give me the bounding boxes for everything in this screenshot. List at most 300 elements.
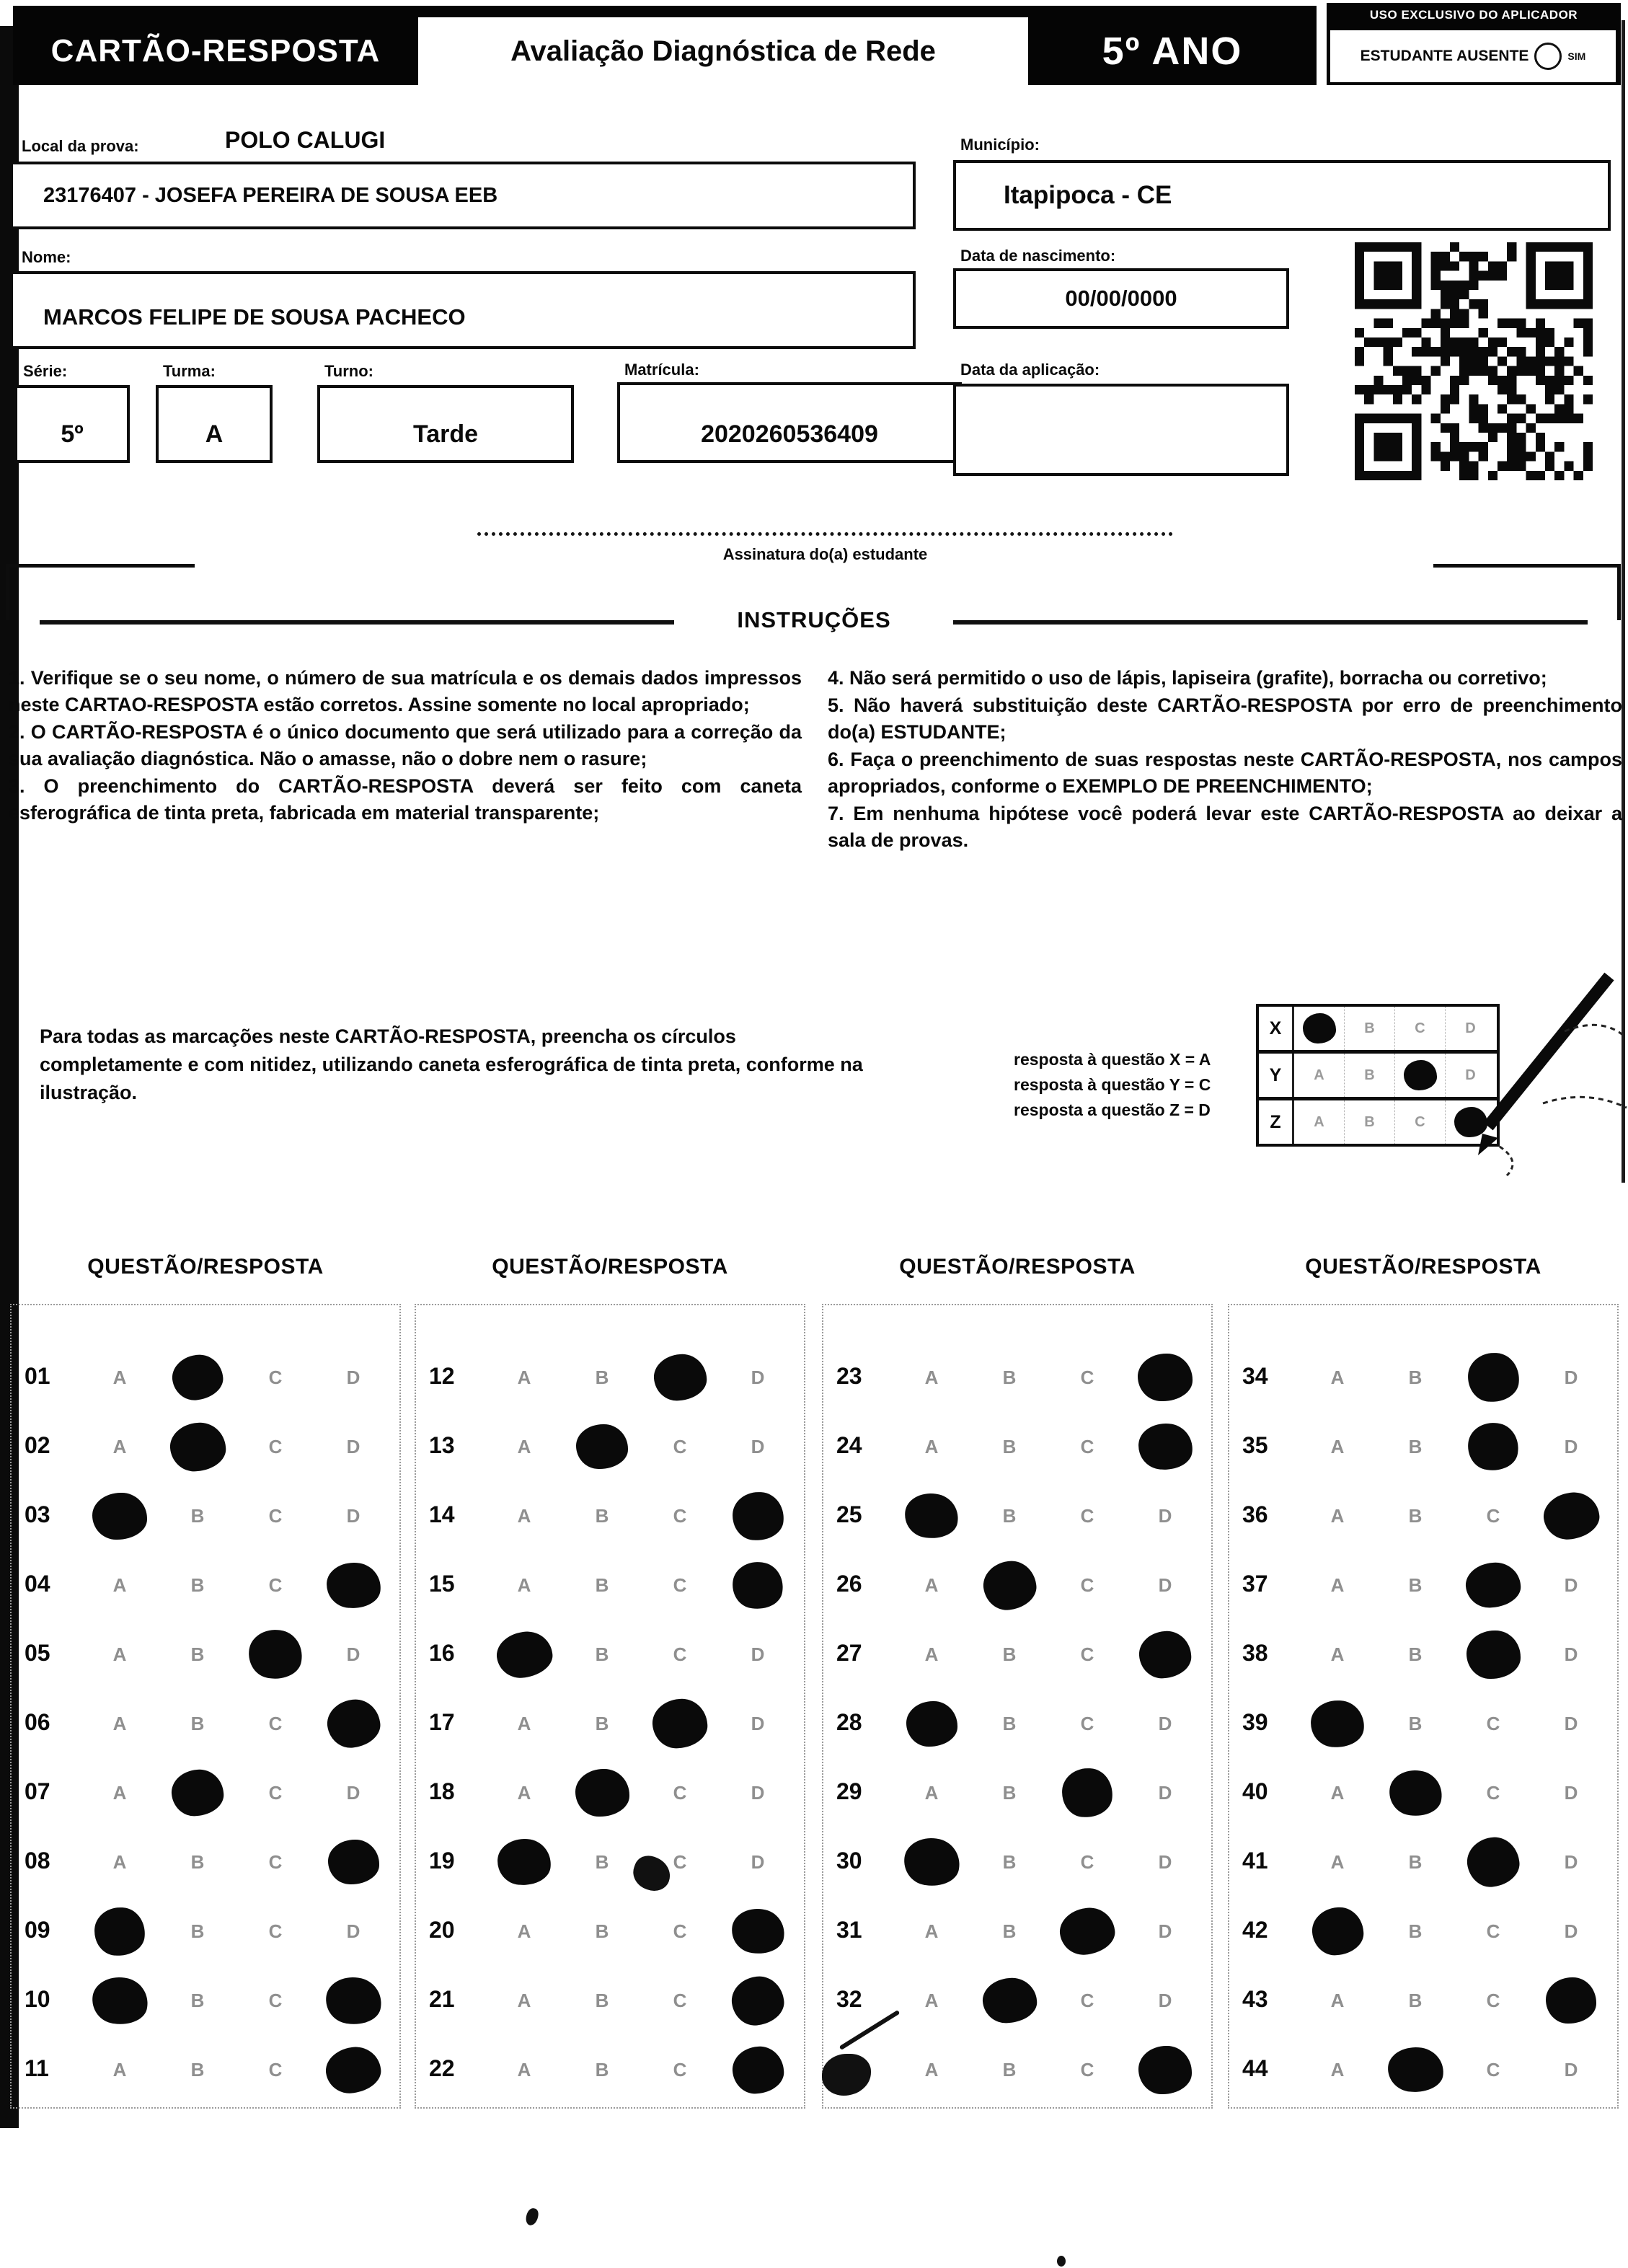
answers-column-3 [822,1304,1213,2109]
filled-mark [324,1561,381,1610]
option-letter: D [751,1435,765,1457]
option-bubble-26-D[interactable] [1136,1559,1194,1611]
option-bubble-31-A[interactable] [903,1905,960,1957]
option-bubble-23-A[interactable] [903,1351,960,1403]
question-row-30 [823,1827,1211,1897]
option-letter: D [1564,1920,1578,1942]
signature-label: Assinatura do(a) estudante [722,545,928,563]
option-bubble-14-D[interactable] [729,1490,787,1542]
option-bubble-18-C[interactable] [651,1767,709,1819]
option-bubble-32-D[interactable] [1136,1974,1194,2026]
option-bubble-44-D[interactable] [1542,2044,1600,2096]
option-bubble-30-D[interactable] [1136,1836,1194,1888]
option-bubble-02-B[interactable] [169,1421,226,1473]
option-bubble-19-A[interactable] [495,1836,553,1888]
option-bubble-35-B[interactable] [1386,1421,1444,1473]
option-bubble-23-D[interactable] [1136,1351,1194,1403]
question-number: 39 [1242,1709,1268,1735]
option-bubble-27-B[interactable] [981,1628,1038,1680]
example-bubble-B [1345,1007,1395,1050]
option-bubble-28-C[interactable] [1058,1698,1116,1749]
option-bubble-08-D[interactable] [324,1836,382,1888]
example-bubble-A [1294,1100,1345,1144]
option-bubble-27-D[interactable] [1136,1628,1194,1680]
option-letter: B [190,1850,205,1873]
option-letter: A [112,1850,127,1873]
option-bubble-31-B[interactable] [981,1905,1038,1957]
option-bubble-42-C[interactable] [1464,1905,1522,1957]
turma-label: Turma: [163,362,216,380]
applicator-label: USO EXCLUSIVO DO APLICADOR [1369,8,1578,22]
option-bubble-43-B[interactable] [1386,1974,1444,2026]
option-letter: B [1408,1643,1423,1665]
option-bubble-34-A[interactable] [1309,1351,1366,1403]
option-letter: A [112,1712,127,1734]
option-bubble-32-A[interactable] [903,1974,960,2026]
option-bubble-39-B[interactable] [1386,1698,1444,1749]
question-number: 27 [836,1640,862,1666]
option-bubble-13-B[interactable] [573,1421,631,1473]
option-bubble-12-C[interactable] [651,1351,709,1403]
option-bubble-07-D[interactable] [324,1767,382,1819]
option-bubble-03-D[interactable] [324,1490,382,1542]
aplicacao-label: Data da aplicação: [960,361,1100,379]
option-bubble-11-A[interactable] [91,2044,149,2096]
option-bubble-20-D[interactable] [729,1905,787,1957]
option-bubble-41-B[interactable] [1386,1836,1444,1888]
option-bubble-09-B[interactable] [169,1905,226,1957]
option-letter: A [1330,1504,1345,1527]
option-bubble-40-D[interactable] [1542,1767,1600,1819]
question-row-04 [12,1550,399,1620]
option-bubble-04-A[interactable] [91,1559,149,1611]
option-bubble-27-A[interactable] [903,1628,960,1680]
option-bubble-38-B[interactable] [1386,1628,1444,1680]
option-bubble-01-B[interactable] [169,1351,226,1403]
option-letter: D [346,1643,360,1665]
option-bubble-03-B[interactable] [169,1490,226,1542]
question-row-40 [1229,1758,1617,1827]
question-number: 04 [25,1571,50,1597]
option-bubble-33-D[interactable] [1136,2044,1194,2096]
option-bubble-20-C[interactable] [651,1905,709,1957]
signature-line[interactable] [477,532,1173,536]
municipio-label: Município: [960,136,1040,154]
option-bubble-35-D[interactable] [1542,1421,1600,1473]
option-bubble-12-B[interactable] [573,1351,631,1403]
option-bubble-44-A[interactable] [1309,2044,1366,2096]
option-letter: D [1564,1435,1578,1457]
option-bubble-39-D[interactable] [1542,1698,1600,1749]
option-bubble-23-C[interactable] [1058,1351,1116,1403]
option-bubble-03-C[interactable] [247,1490,304,1542]
option-letter: B [1002,1366,1017,1388]
option-bubble-29-D[interactable] [1136,1767,1194,1819]
question-row-05 [12,1620,399,1689]
option-bubble-44-B[interactable] [1386,2044,1444,2096]
option-letter: A [112,1781,127,1804]
option-letter: D [751,1850,765,1873]
option-bubble-39-A[interactable] [1309,1698,1366,1749]
option-bubble-18-D[interactable] [729,1767,787,1819]
option-letter: C [673,1435,687,1457]
option-bubble-29-C[interactable] [1058,1767,1116,1819]
filled-mark [169,1351,226,1403]
option-bubble-05-C[interactable] [247,1628,304,1680]
option-bubble-16-D[interactable] [729,1628,787,1680]
option-bubble-13-C[interactable] [651,1421,709,1473]
filled-mark [1466,1351,1521,1404]
matricula-field [617,382,962,463]
option-bubble-11-B[interactable] [169,2044,226,2096]
column-header: QUESTÃO/RESPOSTA [492,1255,728,1279]
option-letter: D [1158,1920,1172,1942]
option-bubble-38-C[interactable] [1464,1628,1522,1680]
option-bubble-25-C[interactable] [1058,1490,1116,1542]
option-bubble-21-B[interactable] [573,1974,631,2026]
option-letter: C [1080,1712,1094,1734]
instruction-item: 7. Em nenhuma hipótese você poderá levar este CARTÃO-RESPOSTA ao deixar a sala de provas. [828,803,1622,851]
option-bubble-05-D[interactable] [324,1628,382,1680]
option-bubble-43-C[interactable] [1464,1974,1522,2026]
answers-column-2 [415,1304,805,2109]
option-bubble-24-A[interactable] [903,1421,960,1473]
question-number: 36 [1242,1501,1268,1527]
option-letter: C [268,1712,283,1734]
option-letter: A [112,1574,127,1596]
option-bubble-42-D[interactable] [1542,1905,1600,1957]
option-bubble-27-C[interactable] [1058,1628,1116,1680]
option-bubble-28-D[interactable] [1136,1698,1194,1749]
option-bubble-04-D[interactable] [324,1559,382,1611]
option-bubble-07-C[interactable] [247,1767,304,1819]
question-number: 35 [1242,1432,1268,1458]
example-bubble-A [1294,1054,1345,1097]
option-bubble-25-A[interactable] [903,1490,960,1542]
question-row-13 [416,1412,804,1481]
option-bubble-02-A[interactable] [91,1421,149,1473]
option-bubble-15-A[interactable] [495,1559,553,1611]
option-letter: D [1564,2058,1578,2081]
option-bubble-36-D[interactable] [1542,1490,1600,1542]
option-bubble-35-A[interactable] [1309,1421,1366,1473]
option-bubble-17-B[interactable] [573,1698,631,1749]
option-bubble-38-A[interactable] [1309,1628,1366,1680]
question-row-20 [416,1897,804,1966]
option-letter: D [346,1366,360,1388]
option-bubble-11-D[interactable] [324,2044,382,2096]
option-bubble-37-B[interactable] [1386,1559,1444,1611]
option-bubble-34-B[interactable] [1386,1351,1444,1403]
question-number: 24 [836,1432,862,1458]
option-bubble-24-C[interactable] [1058,1421,1116,1473]
option-bubble-28-B[interactable] [981,1698,1038,1749]
option-letter: D [751,1366,765,1388]
option-bubble-06-A[interactable] [91,1698,149,1749]
option-bubble-18-B[interactable] [573,1767,631,1819]
option-bubble-34-C[interactable] [1464,1351,1522,1403]
filled-mark [575,1769,629,1817]
option-bubble-14-A[interactable] [495,1490,553,1542]
option-bubble-02-C[interactable] [247,1421,304,1473]
option-letter: B [595,1366,609,1388]
filled-mark [1464,1834,1523,1889]
filled-mark [496,1837,552,1887]
option-bubble-37-C[interactable] [1464,1559,1522,1611]
option-bubble-31-C[interactable] [1058,1905,1116,1957]
option-letter: D [1158,1989,1172,2011]
option-bubble-06-D[interactable] [324,1698,382,1749]
option-bubble-42-A[interactable] [1309,1905,1366,1957]
filled-mark [324,1696,382,1751]
filled-mark [1386,1767,1444,1819]
column-header: QUESTÃO/RESPOSTA [1305,1255,1541,1279]
option-bubble-33-B[interactable] [981,2044,1038,2096]
example-option-letter: B [1364,1067,1375,1083]
option-bubble-15-C[interactable] [651,1559,709,1611]
option-bubble-42-B[interactable] [1386,1905,1444,1957]
option-letter: A [1330,1781,1345,1804]
fill-note: Para todas as marcações neste CARTÃO-RESPOSTA, preencha os círculos completamente e com nitidez, utilizando caneta esferográfica de tinta preta, conforme na ilustração. [40,1025,863,1103]
option-bubble-32-B[interactable] [981,1974,1038,2026]
option-bubble-05-B[interactable] [169,1628,226,1680]
option-letter: A [924,1989,939,2011]
option-bubble-09-A[interactable] [91,1905,149,1957]
option-bubble-22-A[interactable] [495,2044,553,2096]
option-bubble-17-D[interactable] [729,1698,787,1749]
option-bubble-03-A[interactable] [91,1490,149,1542]
option-bubble-41-A[interactable] [1309,1836,1366,1888]
option-letter: A [1330,2058,1345,2081]
example-filled-mark [1303,1013,1336,1043]
option-bubble-36-A[interactable] [1309,1490,1366,1542]
divider [953,620,1588,625]
option-letter: A [1330,1643,1345,1665]
option-bubble-06-C[interactable] [247,1698,304,1749]
option-letter: A [1330,1850,1345,1873]
option-letter: B [1408,1989,1423,2011]
turno-value: Tarde [412,420,479,448]
option-bubble-20-B[interactable] [573,1905,631,1957]
question-row-42 [1229,1897,1617,1966]
question-number: 40 [1242,1778,1268,1804]
option-bubble-39-C[interactable] [1464,1698,1522,1749]
filled-mark [322,1973,384,2027]
option-bubble-43-D[interactable] [1542,1974,1600,2026]
instruction-item: 3. O preenchimento do CARTÃO-RESPOSTA deverá ser feito com caneta esferográfica de tinta preta, fabricada em material transparente; [9,775,802,824]
option-bubble-14-C[interactable] [651,1490,709,1542]
option-bubble-26-C[interactable] [1058,1559,1116,1611]
option-bubble-30-B[interactable] [981,1836,1038,1888]
option-bubble-34-D[interactable] [1542,1351,1600,1403]
example-legend [1014,1047,1211,1123]
filled-mark [170,1768,225,1818]
option-letter: C [1080,2058,1094,2081]
option-bubble-19-B[interactable] [573,1836,631,1888]
option-bubble-12-A[interactable] [495,1351,553,1403]
option-bubble-16-A[interactable] [495,1628,553,1680]
question-number: 13 [429,1432,455,1458]
question-row-31 [823,1897,1211,1966]
option-bubble-30-A[interactable] [903,1836,960,1888]
absent-mark-circle[interactable] [1534,43,1562,70]
local-label: Local da prova: [22,137,139,155]
option-bubble-02-D[interactable] [324,1421,382,1473]
applicator-panel [1327,3,1621,85]
option-bubble-13-A[interactable] [495,1421,553,1473]
option-bubble-04-B[interactable] [169,1559,226,1611]
option-bubble-09-C[interactable] [247,1905,304,1957]
question-number: 32 [836,1986,862,2012]
answers-column-1 [10,1304,401,2109]
option-bubble-12-D[interactable] [729,1351,787,1403]
option-bubble-16-B[interactable] [573,1628,631,1680]
option-bubble-21-A[interactable] [495,1974,553,2026]
option-letter: A [517,1920,531,1942]
example-bubble-B [1345,1100,1395,1144]
option-letter: B [1408,1850,1423,1873]
option-bubble-24-D[interactable] [1136,1421,1194,1473]
option-bubble-33-C[interactable] [1058,2044,1116,2096]
option-letter: A [924,1781,939,1804]
option-bubble-38-D[interactable] [1542,1628,1600,1680]
option-letter: D [1564,1712,1578,1734]
example-option-letter: D [1465,1020,1476,1036]
option-bubble-15-B[interactable] [573,1559,631,1611]
option-bubble-35-C[interactable] [1464,1421,1522,1473]
legend-line: resposta à questão X = A [1014,1050,1211,1069]
turno-label: Turno: [324,362,374,380]
option-letter: A [112,1643,127,1665]
aplicacao-field[interactable] [953,384,1289,476]
option-bubble-22-B[interactable] [573,2044,631,2096]
option-bubble-23-B[interactable] [981,1351,1038,1403]
option-bubble-21-D[interactable] [729,1974,787,2026]
option-bubble-01-C[interactable] [247,1351,304,1403]
option-letter: C [268,1504,283,1527]
option-bubble-25-D[interactable] [1136,1490,1194,1542]
option-bubble-40-A[interactable] [1309,1767,1366,1819]
option-bubble-19-D[interactable] [729,1836,787,1888]
option-bubble-37-A[interactable] [1309,1559,1366,1611]
option-bubble-22-C[interactable] [651,2044,709,2096]
option-bubble-29-A[interactable] [903,1767,960,1819]
option-bubble-07-B[interactable] [169,1767,226,1819]
option-bubble-26-B[interactable] [981,1559,1038,1611]
option-bubble-14-B[interactable] [573,1490,631,1542]
option-bubble-20-A[interactable] [495,1905,553,1957]
option-bubble-36-B[interactable] [1386,1490,1444,1542]
option-bubble-08-C[interactable] [247,1836,304,1888]
option-bubble-37-D[interactable] [1542,1559,1600,1611]
option-bubble-41-D[interactable] [1542,1836,1600,1888]
pen-illustration [1456,966,1628,1183]
option-bubble-10-D[interactable] [324,1974,382,2026]
option-letter: B [595,1574,609,1596]
option-bubble-29-B[interactable] [981,1767,1038,1819]
option-letter: C [1486,1504,1500,1527]
option-bubble-17-C[interactable] [651,1698,709,1749]
example-bubble-C [1395,1100,1446,1144]
option-letter: B [1408,1366,1423,1388]
example-option-letter: B [1364,1113,1375,1130]
option-bubble-08-B[interactable] [169,1836,226,1888]
option-bubble-10-B[interactable] [169,1974,226,2026]
option-letter: C [673,1989,687,2011]
option-letter: A [924,1920,939,1942]
option-bubble-30-C[interactable] [1058,1836,1116,1888]
option-bubble-05-A[interactable] [91,1628,149,1680]
option-bubble-44-C[interactable] [1464,2044,1522,2096]
option-bubble-33-A[interactable] [903,2044,960,2096]
option-bubble-31-D[interactable] [1136,1905,1194,1957]
option-bubble-25-B[interactable] [981,1490,1038,1542]
question-number: 43 [1242,1986,1268,2012]
example-option-letter: A [1314,1113,1324,1130]
option-letter: B [595,1920,609,1942]
option-bubble-36-C[interactable] [1464,1490,1522,1542]
option-bubble-17-A[interactable] [495,1698,553,1749]
option-bubble-28-A[interactable] [903,1698,960,1749]
option-letter: D [1564,1574,1578,1596]
option-bubble-06-B[interactable] [169,1698,226,1749]
option-letter: B [1408,1920,1423,1942]
question-row-41 [1229,1827,1617,1897]
option-letter: B [1408,1574,1423,1596]
question-number: 05 [25,1640,50,1666]
instructions-right-column [828,665,1622,855]
option-bubble-11-C[interactable] [247,2044,304,2096]
question-number: 06 [25,1709,50,1735]
option-letter: C [268,1366,283,1388]
option-bubble-21-C[interactable] [651,1974,709,2026]
option-bubble-26-A[interactable] [903,1559,960,1611]
option-letter: A [112,1435,127,1457]
option-bubble-24-B[interactable] [981,1421,1038,1473]
option-bubble-08-A[interactable] [91,1836,149,1888]
option-letter: A [1330,1435,1345,1457]
option-bubble-07-A[interactable] [91,1767,149,1819]
option-bubble-41-C[interactable] [1464,1836,1522,1888]
option-bubble-43-A[interactable] [1309,1974,1366,2026]
option-letter: A [517,1712,531,1734]
option-bubble-10-C[interactable] [247,1974,304,2026]
option-bubble-40-B[interactable] [1386,1767,1444,1819]
option-bubble-09-D[interactable] [324,1905,382,1957]
question-row-28 [823,1689,1211,1758]
option-bubble-01-A[interactable] [91,1351,149,1403]
option-bubble-18-A[interactable] [495,1767,553,1819]
option-bubble-22-D[interactable] [729,2044,787,2096]
option-letter: A [112,1366,127,1388]
option-bubble-10-A[interactable] [91,1974,149,2026]
option-bubble-01-D[interactable] [324,1351,382,1403]
option-letter: B [595,1643,609,1665]
option-letter: D [751,1712,765,1734]
question-number: 09 [25,1917,50,1943]
option-letter: C [268,1920,283,1942]
option-bubble-40-C[interactable] [1464,1767,1522,1819]
question-number: 38 [1242,1640,1268,1666]
option-bubble-04-C[interactable] [247,1559,304,1611]
question-number: 44 [1242,2055,1268,2081]
option-bubble-16-C[interactable] [651,1628,709,1680]
option-letter: C [673,1850,687,1873]
option-bubble-13-D[interactable] [729,1421,787,1473]
exam-title: Avaliação Diagnóstica de Rede [418,17,1028,85]
option-bubble-32-C[interactable] [1058,1974,1116,2026]
option-bubble-15-D[interactable] [729,1559,787,1611]
